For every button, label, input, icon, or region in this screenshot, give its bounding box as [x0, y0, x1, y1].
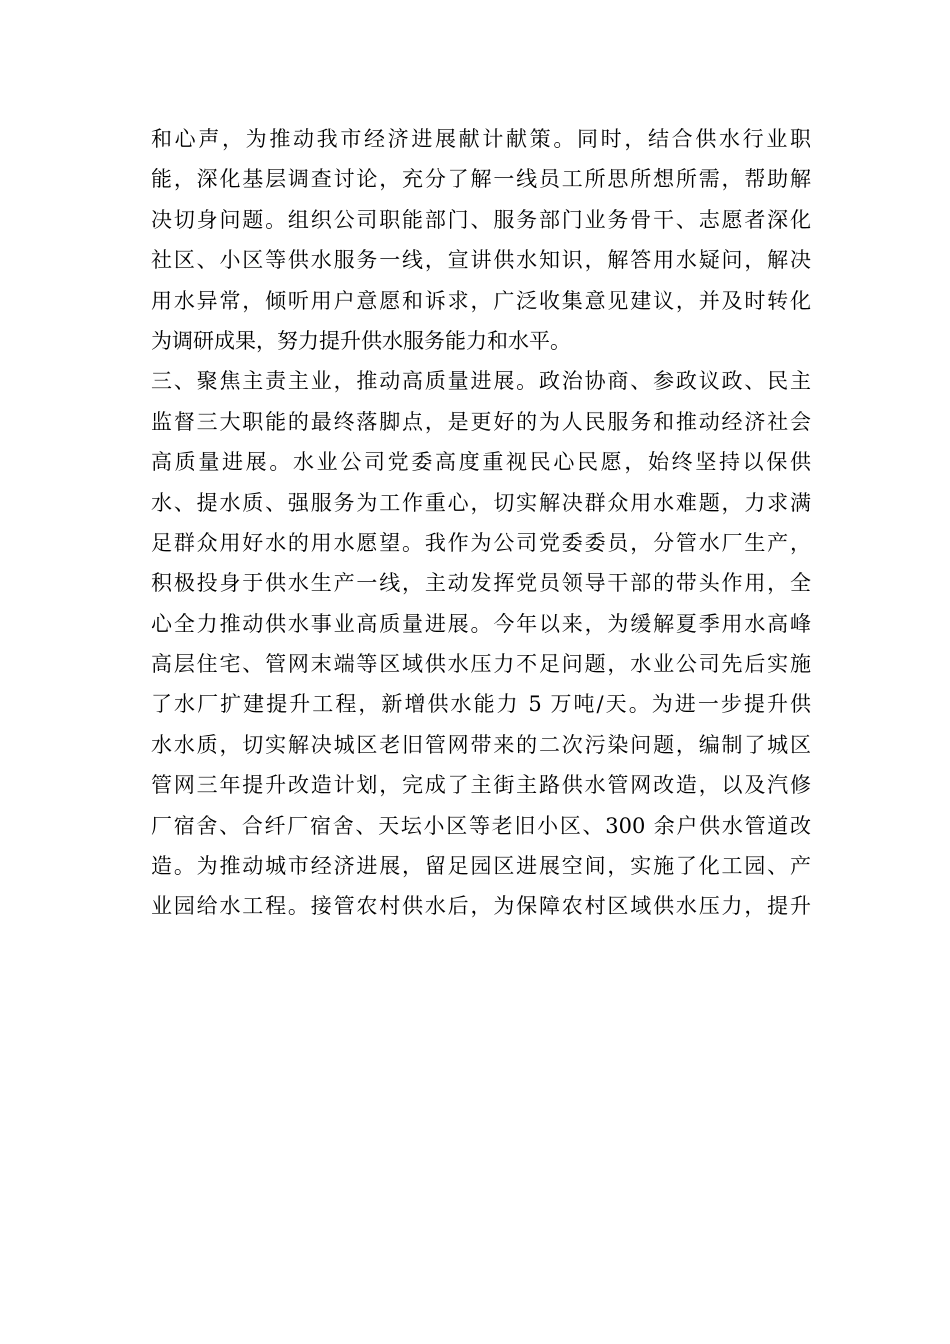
text-line: 心全力推动供水事业高质量进展。今年以来，为缓解夏季用水高峰	[151, 611, 811, 636]
text-line: 造。为推动城市经济进展，留足园区进展空间，实施了化工园、产	[151, 854, 811, 879]
text-line: 业园给水工程。接管农村供水后，为保障农村区域供水压力，提升	[151, 894, 811, 919]
text-line: 水水质，切实解决城区老旧管网带来的二次污染问题，编制了城区	[151, 732, 811, 757]
text-line: 用水异常，倾听用户意愿和诉求，广泛收集意见建议，并及时转化	[151, 288, 811, 313]
text-line: 和心声，为推动我市经济进展献计献策。同时，结合供水行业职	[151, 127, 811, 151]
text-line: 管网三年提升改造计划，完成了主街主路供水管网改造，以及汽修	[151, 773, 811, 798]
text-line: 厂宿舍、合纤厂宿舍、天坛小区等老旧小区、300 余户供水管道改	[151, 813, 811, 838]
text-line: 了水厂扩建提升工程，新增供水能力 5 万吨/天。为进一步提升供	[151, 692, 811, 717]
text-line: 高层住宅、管网末端等区域供水压力不足问题，水业公司先后实施	[151, 652, 811, 677]
text-line: 社区、小区等供水服务一线，宣讲供水知识，解答用水疑问，解决	[151, 248, 811, 273]
section-heading-line: 三、聚焦主责主业，推动高质量进展。政治协商、参政议政、民主	[151, 369, 811, 394]
text-line: 水、提水质、强服务为工作重心，切实解决群众用水难题，力求满	[151, 490, 811, 515]
text-line: 高质量进展。水业公司党委高度重视民心民愿，始终坚持以保供	[151, 450, 811, 475]
text-line: 决切身问题。组织公司职能部门、服务部门业务骨干、志愿者深化	[151, 207, 811, 232]
text-line: 为调研成果，努力提升供水服务能力和水平。	[151, 328, 571, 353]
text-line: 积极投身于供水生产一线，主动发挥党员领导干部的带头作用，全	[151, 571, 811, 596]
text-line: 足群众用好水的用水愿望。我作为公司党委委员，分管水厂生产，	[151, 530, 811, 555]
text-line: 能，深化基层调查讨论，充分了解一线员工所思所想所需，帮助解	[151, 167, 811, 192]
body-text	[151, 119, 811, 927]
text-line: 监督三大职能的最终落脚点，是更好的为人民服务和推动经济社会	[151, 409, 811, 434]
